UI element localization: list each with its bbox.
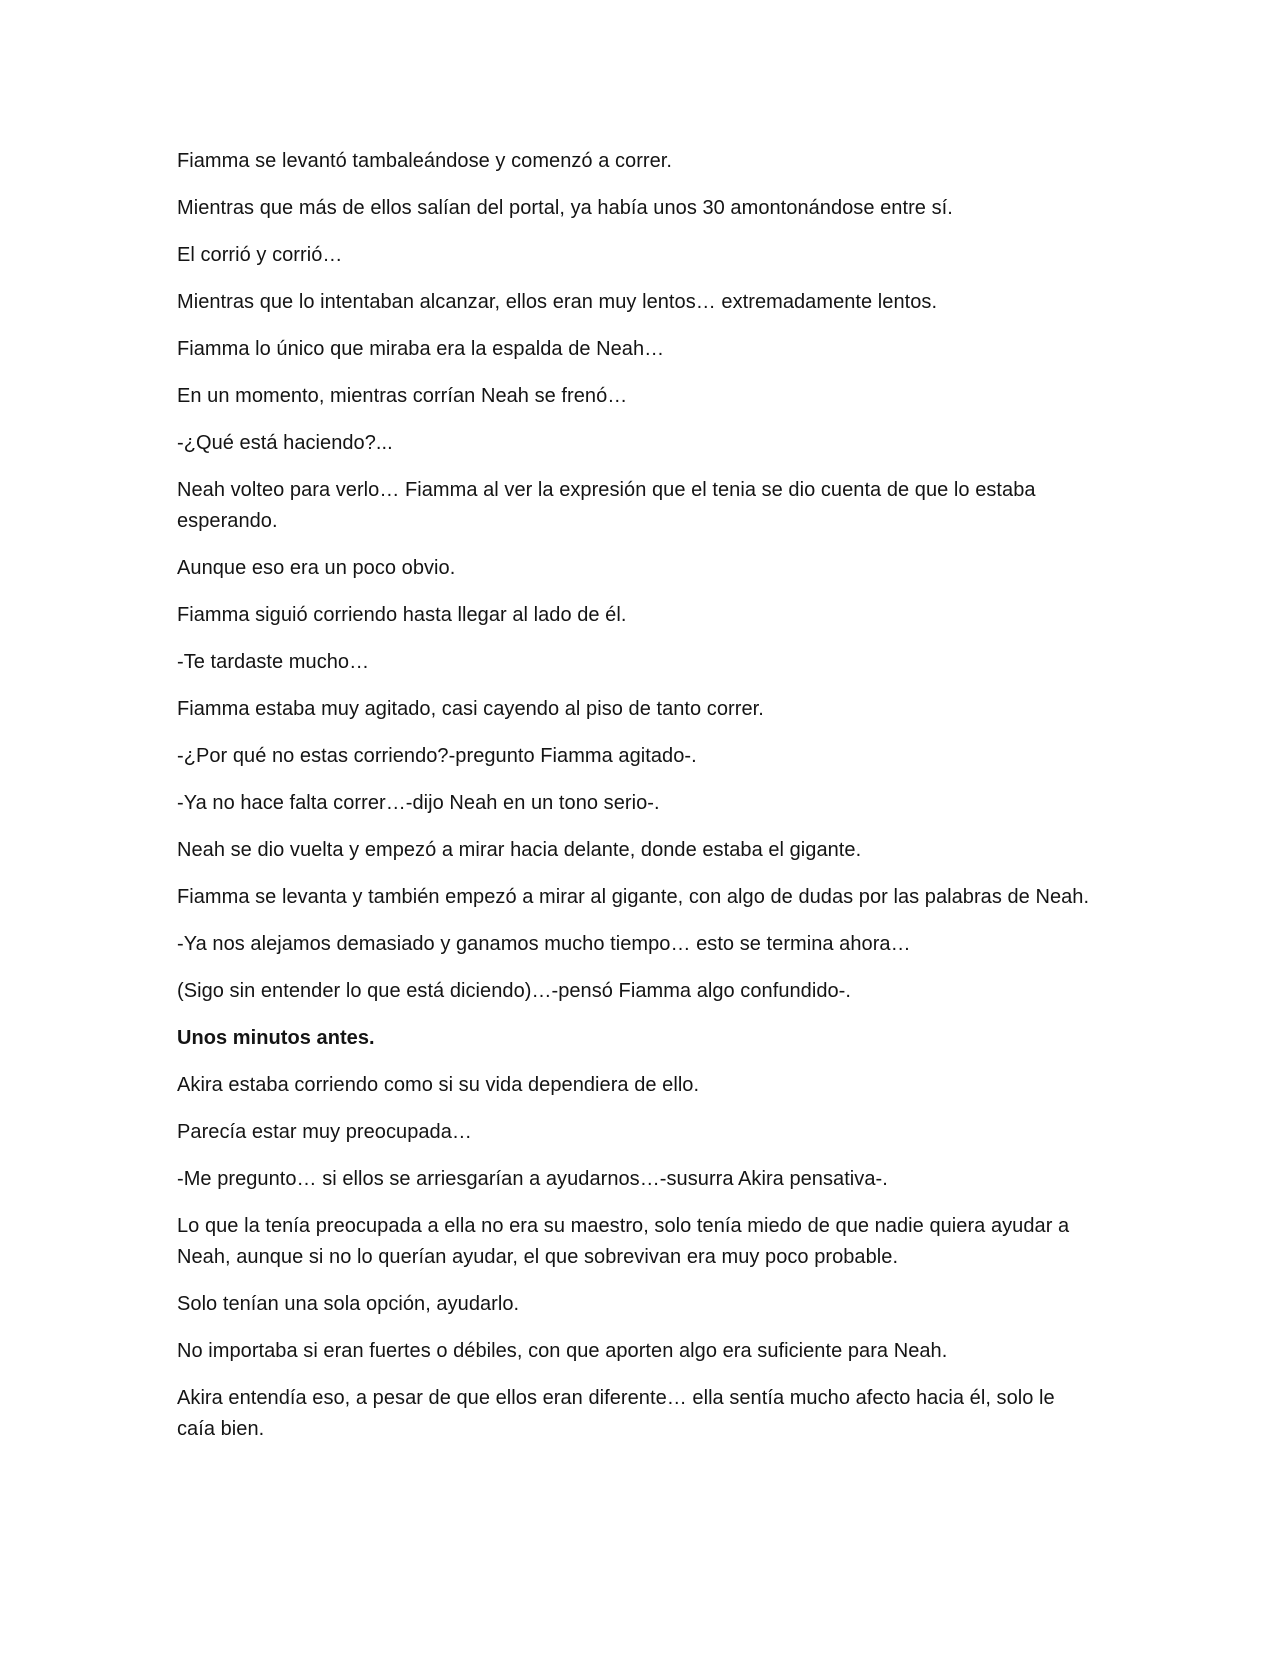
section-heading: Unos minutos antes. xyxy=(177,1027,375,1049)
paragraph: Solo tenían una sola opción, ayudarlo. xyxy=(177,1293,520,1315)
paragraph: -Te tardaste mucho… xyxy=(177,651,370,673)
paragraph: En un momento, mientras corrían Neah se frenó… xyxy=(177,385,628,407)
paragraph: -¿Qué está haciendo?... xyxy=(177,432,393,454)
paragraph: Fiamma estaba muy agitado, casi cayendo al piso de tanto correr. xyxy=(177,698,764,720)
paragraph: Mientras que lo intentaban alcanzar, ellos eran muy lentos… extremadamente lentos. xyxy=(177,291,938,313)
paragraph: Neah se dio vuelta y empezó a mirar hacia delante, donde estaba el gigante. xyxy=(177,839,862,861)
paragraph: No importaba si eran fuertes o débiles, con que aporten algo era suficiente para Neah. xyxy=(177,1340,948,1362)
paragraph: -¿Por qué no estas corriendo?-pregunto Fiamma agitado-. xyxy=(177,745,697,767)
paragraph: Akira estaba corriendo como si su vida dependiera de ello. xyxy=(177,1074,700,1096)
document-body xyxy=(177,146,1097,1461)
paragraph: Fiamma se levantó tambaleándose y comenzó a correr. xyxy=(177,150,673,172)
paragraph: Akira entendía eso, a pesar de que ellos eran diferente… ella sentía mucho afecto hacia él, solo le caía bien. xyxy=(177,1387,1055,1440)
paragraph: Neah volteo para verlo… Fiamma al ver la expresión que el tenia se dio cuenta de que lo estaba esperando. xyxy=(177,479,1036,532)
paragraph: El corrió y corrió… xyxy=(177,244,343,266)
paragraph: Aunque eso era un poco obvio. xyxy=(177,557,456,579)
paragraph: Fiamma siguió corriendo hasta llegar al lado de él. xyxy=(177,604,627,626)
paragraph: Fiamma lo único que miraba era la espalda de Neah… xyxy=(177,338,665,360)
paragraph: Lo que la tenía preocupada a ella no era su maestro, solo tenía miedo de que nadie quiera ayudar a Neah, aunque si no lo querían ayudar, el que sobrevivan era muy poco probable. xyxy=(177,1215,1070,1268)
paragraph: -Ya nos alejamos demasiado y ganamos mucho tiempo… esto se termina ahora… xyxy=(177,933,911,955)
paragraph: -Ya no hace falta correr…-dijo Neah en un tono serio-. xyxy=(177,792,660,814)
paragraph: -Me pregunto… si ellos se arriesgarían a ayudarnos…-susurra Akira pensativa-. xyxy=(177,1168,888,1190)
paragraph: (Sigo sin entender lo que está diciendo)…-pensó Fiamma algo confundido-. xyxy=(177,980,851,1002)
paragraph: Fiamma se levanta y también empezó a mirar al gigante, con algo de dudas por las palabras de Neah. xyxy=(177,886,1090,908)
paragraph: Parecía estar muy preocupada… xyxy=(177,1121,472,1143)
paragraph: Mientras que más de ellos salían del portal, ya había unos 30 amontonándose entre sí. xyxy=(177,197,953,219)
